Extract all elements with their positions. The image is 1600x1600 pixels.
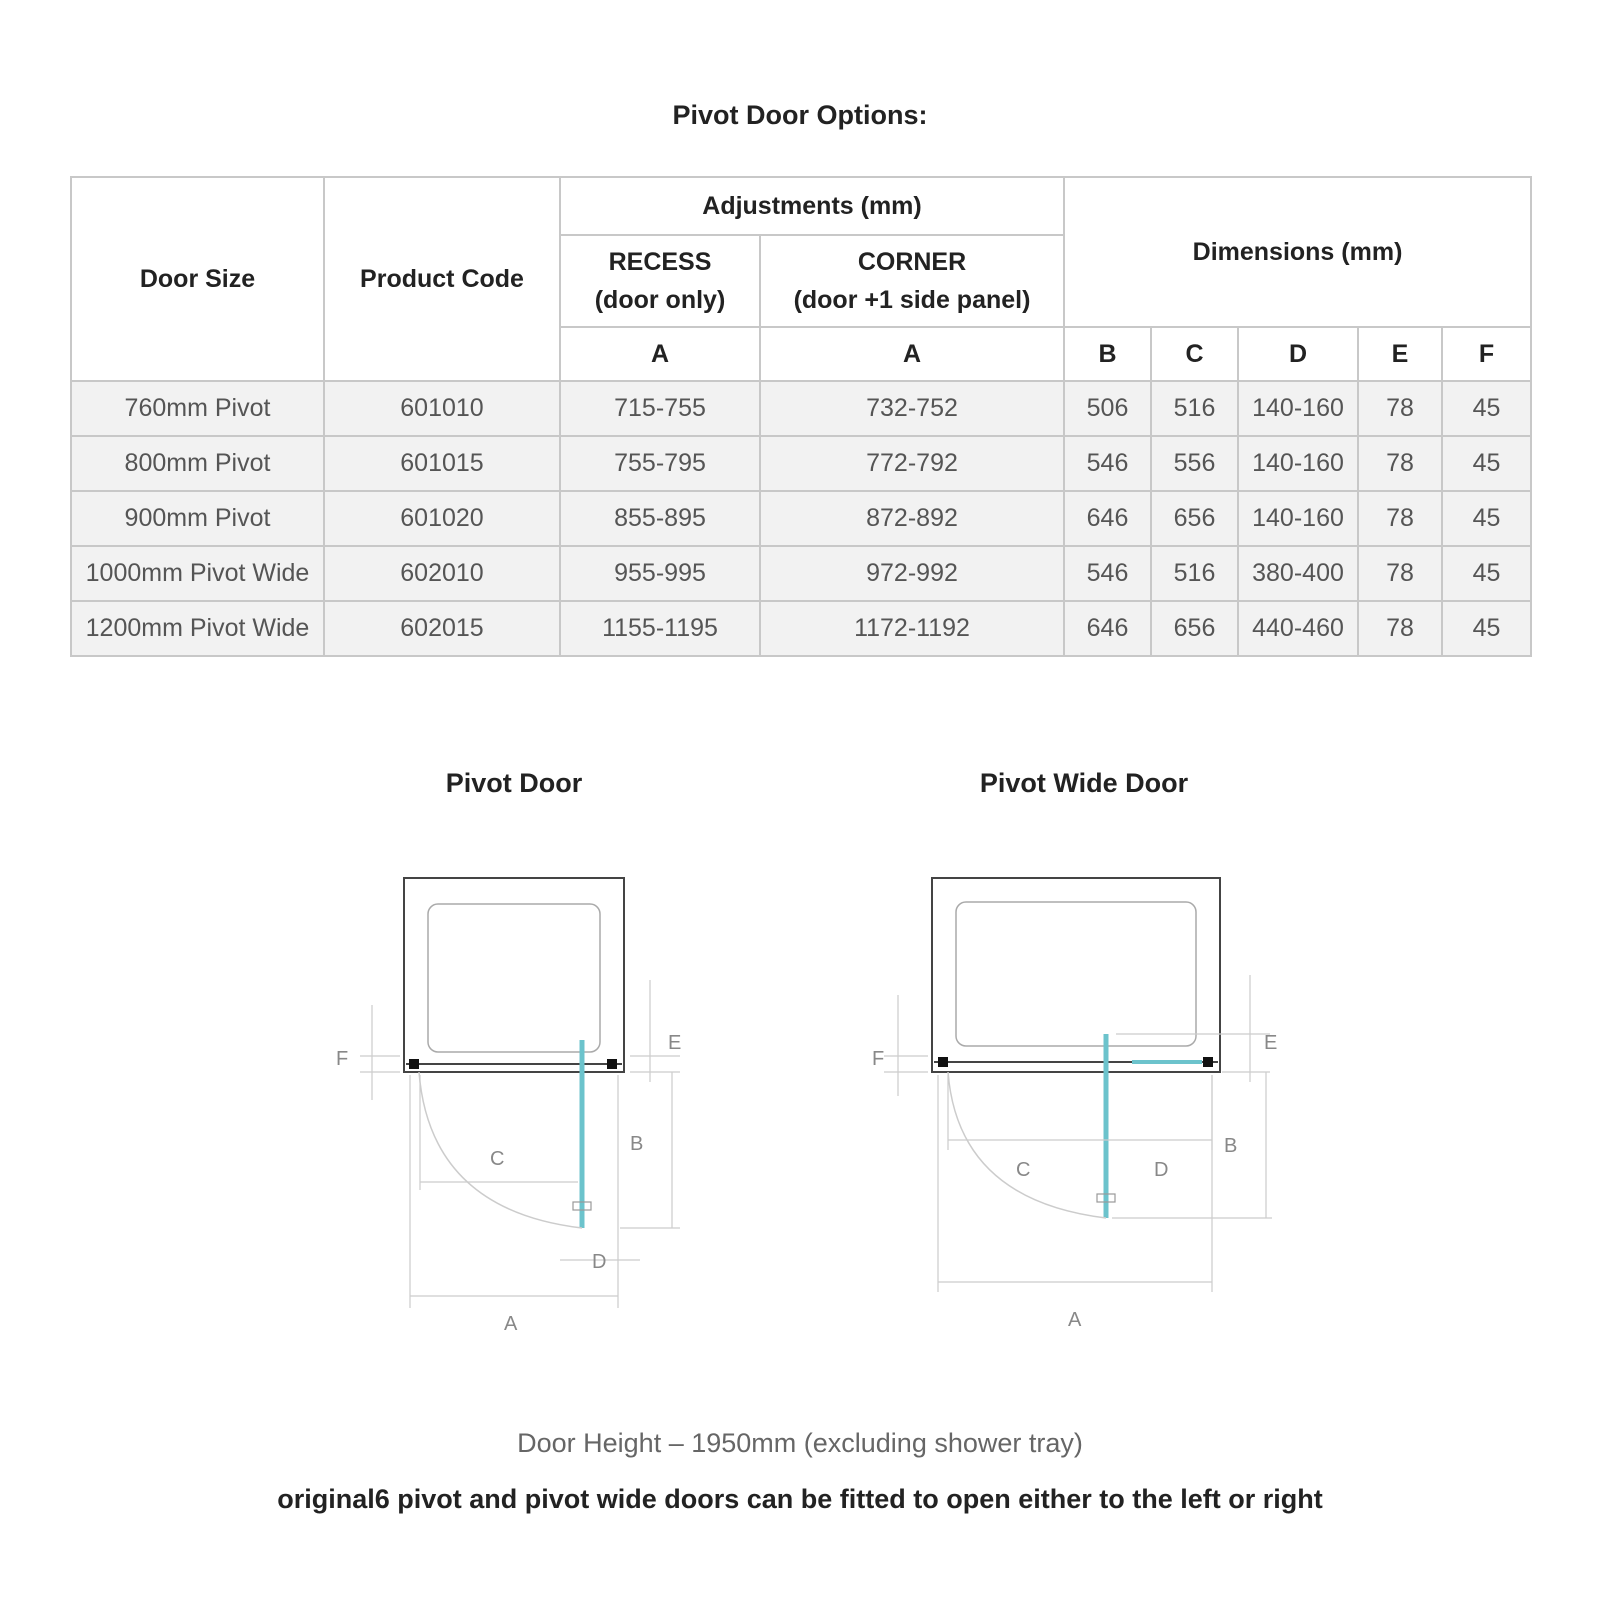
header-b: B xyxy=(1064,327,1151,381)
cell-d: 440-460 xyxy=(1238,601,1358,656)
pivot-wide-door-title: Pivot Wide Door xyxy=(979,768,1189,798)
cell-product-code: 601010 xyxy=(324,381,560,436)
pivot-wide-door-diagram xyxy=(872,878,1277,1331)
cell-product-code: 602010 xyxy=(324,546,560,601)
table-row xyxy=(71,436,1531,491)
pivot-door-diagram xyxy=(336,878,681,1335)
cell-f: 45 xyxy=(1442,381,1531,436)
cell-a-corner: 1172-1192 xyxy=(760,601,1064,656)
shower-tray-outline xyxy=(404,878,624,1072)
dim-label-f: F xyxy=(336,1048,349,1070)
cell-a-recess: 755-795 xyxy=(560,436,760,491)
header-dimensions: Dimensions (mm) xyxy=(1064,177,1531,327)
cell-d: 380-400 xyxy=(1238,546,1358,601)
cell-c: 516 xyxy=(1151,546,1238,601)
header-corner-line2: (door +1 side panel) xyxy=(793,286,1031,314)
dim-label-d: D xyxy=(592,1251,607,1273)
cell-c: 656 xyxy=(1151,601,1238,656)
table-row xyxy=(71,546,1531,601)
cell-e: 78 xyxy=(1358,436,1442,491)
cell-a-recess: 855-895 xyxy=(560,491,760,546)
cell-a-recess: 1155-1195 xyxy=(560,601,760,656)
cell-c: 656 xyxy=(1151,491,1238,546)
wide-dim-label-a: A xyxy=(1068,1309,1082,1331)
header-corner xyxy=(760,235,1064,327)
header-product-code: Product Code xyxy=(324,177,560,381)
cell-b: 646 xyxy=(1064,601,1151,656)
wide-pivot-block-right xyxy=(1203,1057,1213,1067)
opening-direction-note: original6 pivot and pivot wide doors can be fitted to open either to the left or right xyxy=(277,1484,1323,1514)
header-f: F xyxy=(1442,327,1531,381)
header-a-recess: A xyxy=(560,327,760,381)
header-door-size: Door Size xyxy=(71,177,324,381)
pivot-door-options-table xyxy=(70,176,1532,657)
cell-a-recess: 715-755 xyxy=(560,381,760,436)
dim-label-c: C xyxy=(490,1148,505,1170)
cell-e: 78 xyxy=(1358,491,1442,546)
cell-c: 516 xyxy=(1151,381,1238,436)
cell-f: 45 xyxy=(1442,436,1531,491)
cell-d: 140-160 xyxy=(1238,381,1358,436)
cell-a-recess: 955-995 xyxy=(560,546,760,601)
header-corner-line1: CORNER xyxy=(857,248,967,276)
cell-door-size: 900mm Pivot xyxy=(71,491,324,546)
wide-dim-label-e: E xyxy=(1264,1032,1278,1054)
cell-door-size: 760mm Pivot xyxy=(71,381,324,436)
cell-e: 78 xyxy=(1358,381,1442,436)
cell-a-corner: 772-792 xyxy=(760,436,1064,491)
cell-e: 78 xyxy=(1358,601,1442,656)
wide-shower-tray-outline xyxy=(932,878,1220,1072)
header-a-corner: A xyxy=(760,327,1064,381)
header-d: D xyxy=(1238,327,1358,381)
header-c: C xyxy=(1151,327,1238,381)
wide-pivot-block-left xyxy=(938,1057,948,1067)
door-height-note: Door Height – 1950mm (excluding shower tray) xyxy=(517,1428,1083,1458)
cell-b: 506 xyxy=(1064,381,1151,436)
cell-a-corner: 732-752 xyxy=(760,381,1064,436)
cell-d: 140-160 xyxy=(1238,436,1358,491)
header-e: E xyxy=(1358,327,1442,381)
cell-door-size: 1000mm Pivot Wide xyxy=(71,546,324,601)
cell-door-size: 1200mm Pivot Wide xyxy=(71,601,324,656)
pivot-block-left xyxy=(409,1059,419,1069)
cell-e: 78 xyxy=(1358,546,1442,601)
wide-door-swing-arc xyxy=(948,1072,1106,1218)
tray-inner-outline xyxy=(428,904,600,1052)
wide-dim-label-c: C xyxy=(1016,1159,1031,1181)
pivot-diagrams xyxy=(0,860,1600,1340)
wide-tray-inner-outline xyxy=(956,902,1196,1046)
header-recess xyxy=(560,235,760,327)
table-row xyxy=(71,491,1531,546)
dim-label-a: A xyxy=(504,1313,518,1335)
wide-dim-label-f: F xyxy=(872,1048,885,1070)
cell-a-corner: 872-892 xyxy=(760,491,1064,546)
table-row xyxy=(71,601,1531,656)
cell-f: 45 xyxy=(1442,546,1531,601)
cell-b: 546 xyxy=(1064,546,1151,601)
dim-label-e: E xyxy=(668,1032,682,1054)
cell-b: 546 xyxy=(1064,436,1151,491)
cell-product-code: 601020 xyxy=(324,491,560,546)
page-title: Pivot Door Options: xyxy=(672,100,928,130)
header-adjustments: Adjustments (mm) xyxy=(560,177,1064,235)
cell-f: 45 xyxy=(1442,601,1531,656)
wide-dim-label-b: B xyxy=(1224,1135,1238,1157)
pivot-block-right xyxy=(607,1059,617,1069)
cell-door-size: 800mm Pivot xyxy=(71,436,324,491)
cell-f: 45 xyxy=(1442,491,1531,546)
dim-label-b: B xyxy=(630,1133,644,1155)
wide-dim-label-d: D xyxy=(1154,1159,1169,1181)
pivot-door-title: Pivot Door xyxy=(445,768,583,798)
cell-d: 140-160 xyxy=(1238,491,1358,546)
cell-c: 556 xyxy=(1151,436,1238,491)
header-recess-line1: RECESS xyxy=(608,248,712,276)
cell-b: 646 xyxy=(1064,491,1151,546)
cell-product-code: 601015 xyxy=(324,436,560,491)
cell-a-corner: 972-992 xyxy=(760,546,1064,601)
table-row xyxy=(71,381,1531,436)
cell-product-code: 602015 xyxy=(324,601,560,656)
header-recess-line2: (door only) xyxy=(594,286,726,314)
